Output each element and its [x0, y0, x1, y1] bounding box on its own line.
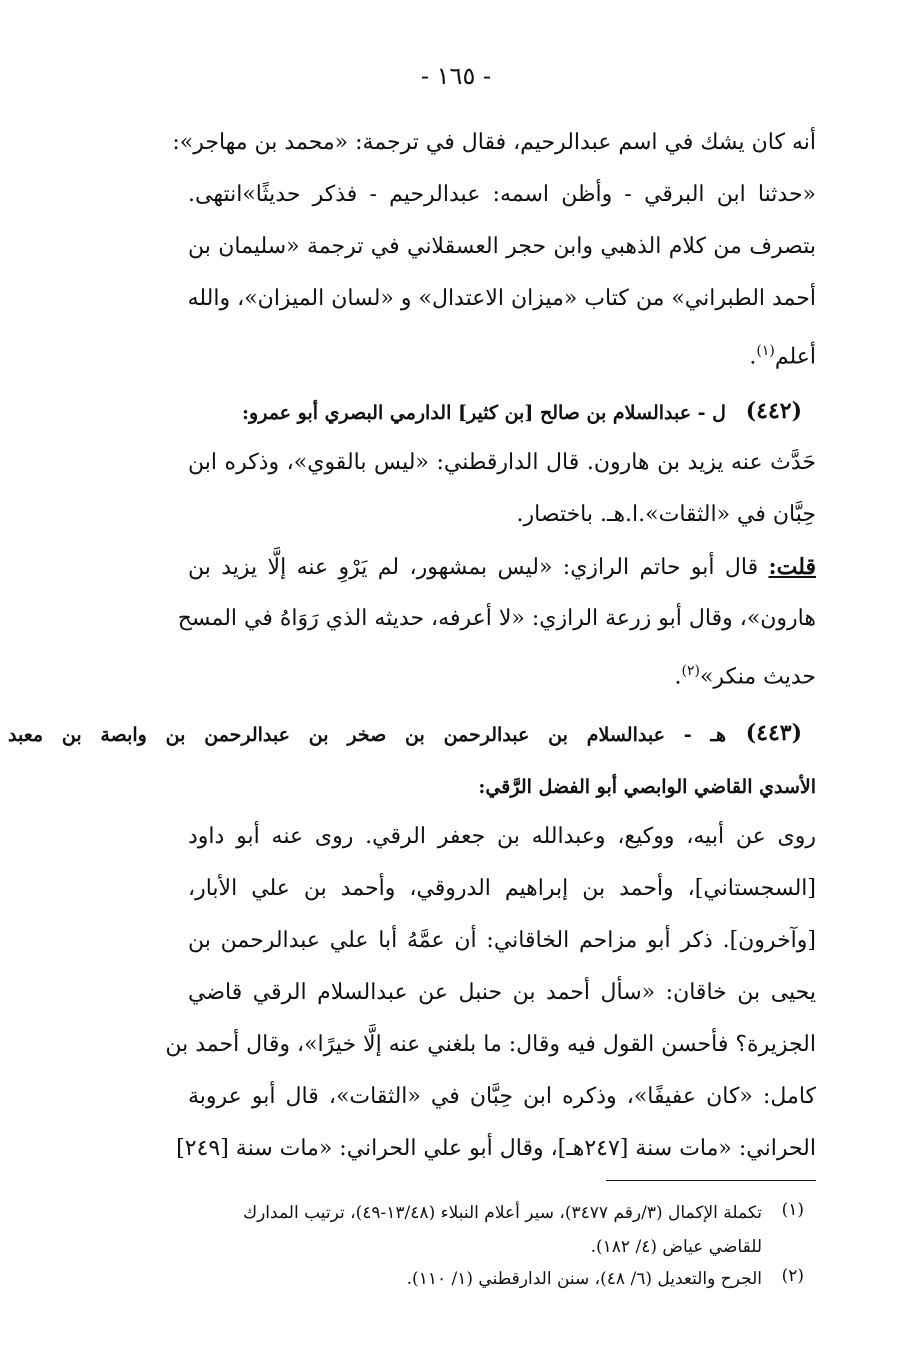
page-number: - ١٦٥ - — [420, 62, 492, 90]
text-line: هارون»، وقال أبو زرعة الرازي: «لا أعرفه، حديثه الذي رَوَاهُ في المسح — [177, 606, 816, 631]
text-line: بتصرف من كلام الذهبي وابن حجر العسقلاني في ترجمة «سليمان بن — [188, 234, 816, 259]
entry-heading: هـ - عبدالسلام بن عبدالرحمن بن صخر بن عبدالرحمن بن وابصة بن معبد — [8, 724, 726, 746]
text-line: [وآخرون]. ذكر أبو مزاحم الخاقاني: أن عمَّهُ أبا علي عبدالرحمن بن — [188, 928, 816, 953]
footnote-number: (١) — [781, 1200, 804, 1220]
text-line: الجزيرة؟ فأحسن القول فيه وقال: ما بلغني عنه إلَّا خيرًا»، وقال أحمد بن — [165, 1032, 816, 1057]
footnote-rule — [606, 1180, 816, 1181]
period: . — [749, 344, 757, 370]
text-fragment: حديث منكر» — [699, 664, 816, 690]
text-line: «حدثنا ابن البرقي - وأظن اسمه: عبدالرحيم - فذكر حديثًا»انتهى. — [188, 182, 816, 207]
text-line: أحمد الطبراني» من كتاب «ميزان الاعتدال» و «لسان الميزان»، والله — [187, 286, 816, 311]
text-line: حَدَّث عنه يزيد بن هارون. قال الدارقطني: «ليس بالقوي»، وذكره ابن — [188, 450, 816, 475]
text-line — [188, 552, 816, 582]
text-line: الحراني: «مات سنة [٢٤٧هـ]، وقال أبو علي الحراني: «مات سنة [٢٤٩] — [176, 1136, 816, 1161]
text-fragment: أعلم — [774, 344, 816, 370]
text-line: كامل: «كان عفيفًا»، وذكره ابن حِبَّان في «الثقات»، قال أبو عروبة — [188, 1084, 816, 1109]
footnote-text: الجرح والتعديل (٦/ ٤٨)، سنن الدارقطني (١/ ١١٠). — [406, 1269, 762, 1289]
entry-number: (٤٤٢) — [745, 398, 802, 424]
text-line: يحيى بن خاقان: «سأل أحمد بن حنبل عن عبدالسلام الرقي قاضي — [188, 980, 816, 1005]
period: . — [674, 664, 682, 690]
footnote-text: للقاضي عياض (٤/ ١٨٢). — [590, 1237, 762, 1257]
footnote-text: تكملة الإكمال (٣/رقم ٣٤٧٧)، سير أعلام النبلاء (١٣/٤٨-٤٩)، ترتيب المدارك — [243, 1203, 762, 1223]
footnote-ref: (٢) — [681, 663, 700, 679]
footnote-ref: (١) — [756, 343, 775, 359]
qult-label: قلت: — [768, 554, 816, 580]
text-line — [188, 656, 816, 690]
footnote-number: (٢) — [781, 1266, 804, 1286]
text-line — [188, 336, 816, 370]
text-line: [السجستاني]، وأحمد بن إبراهيم الدروقي، وأحمد بن علي الأبار، — [188, 876, 816, 901]
entry-number: (٤٤٣) — [745, 720, 802, 746]
text-line: أنه كان يشك في اسم عبدالرحيم، فقال في ترجمة: «محمد بن مهاجر»: — [172, 130, 816, 155]
entry-heading: ل - عبدالسلام بن صالح [بن كثير] الدارمي البصري أبو عمرو: — [242, 402, 726, 424]
text-line: روى عن أبيه، ووكيع، وعبدالله بن جعفر الرقي. روى عنه أبو داود — [188, 824, 816, 849]
text-line: حِبَّان في «الثقات».ا.هـ. باختصار. — [516, 502, 816, 527]
text-fragment: قال أبو حاتم الرازي: «ليس بمشهور، لم يَرْوِ عنه إلَّا يزيد بن — [188, 555, 759, 580]
entry-heading-cont: الأسدي القاضي الوابصي أبو الفضل الرَّقي: — [478, 776, 816, 798]
